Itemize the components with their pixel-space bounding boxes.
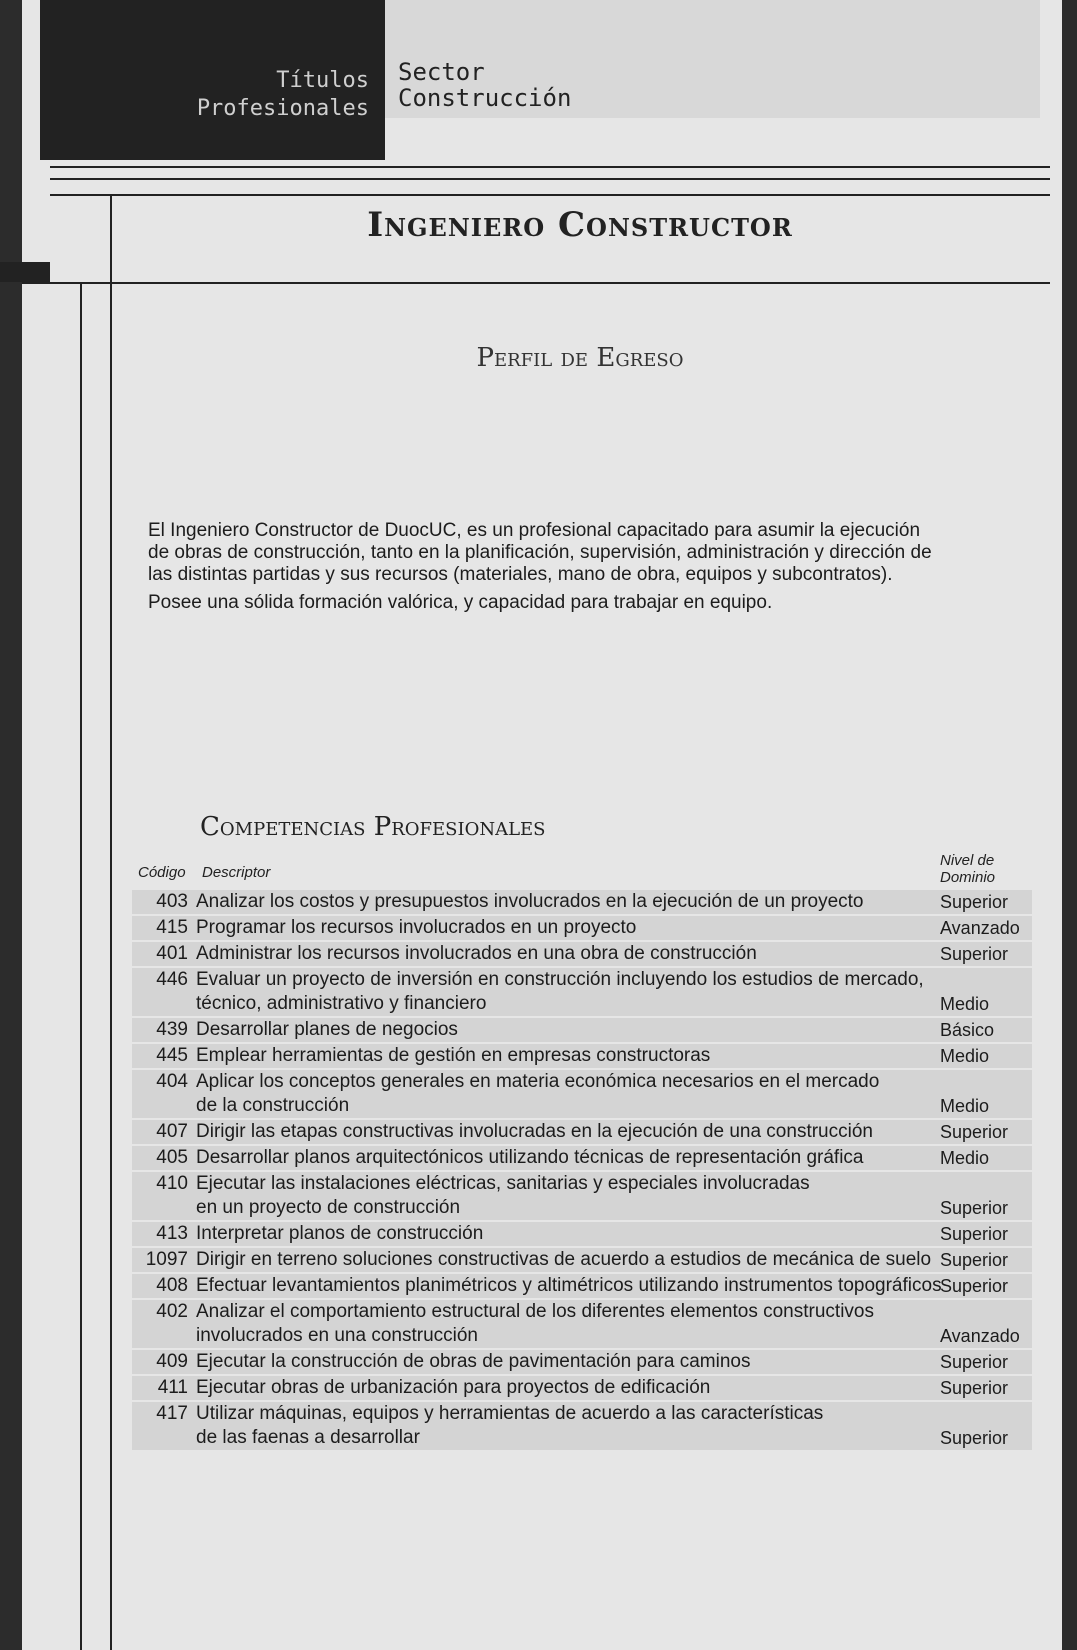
competency-code: 410 xyxy=(156,1173,188,1194)
page-title: Ingeniero Constructor xyxy=(367,205,793,245)
competency-code: 404 xyxy=(156,1071,188,1092)
competency-descriptor: Analizar el comportamiento estructural de los diferentes elementos constructivos xyxy=(196,1301,874,1322)
competency-row-line xyxy=(132,1070,1032,1094)
header-label-titulos: Títulos xyxy=(276,68,369,93)
competency-code: 401 xyxy=(156,943,188,964)
competency-row xyxy=(132,890,1032,914)
profile-heading: Perfil de Egreso xyxy=(476,343,684,373)
competency-level: Medio xyxy=(940,1096,990,1116)
competency-row xyxy=(132,1402,1032,1450)
profile-line: las distintas partidas y sus recursos (materiales, mano de obra, equipos y subcontratos). xyxy=(148,564,893,585)
competency-descriptor: Utilizar máquinas, equipos y herramientas de acuerdo a las características xyxy=(196,1403,824,1424)
competency-code: 405 xyxy=(156,1147,188,1168)
competency-descriptor: Programar los recursos involucrados en un proyecto xyxy=(196,917,637,938)
competency-descriptor: Analizar los costos y presupuestos involucrados en la ejecución de un proyecto xyxy=(196,891,864,912)
top-rule-3 xyxy=(50,194,1050,196)
competency-row xyxy=(132,1120,1032,1144)
competency-descriptor: Ejecutar la construcción de obras de pavimentación para caminos xyxy=(196,1351,751,1372)
header-label-profesionales: Profesionales xyxy=(196,96,369,121)
competency-row-line xyxy=(132,1044,1032,1068)
competency-row xyxy=(132,1044,1032,1068)
competency-level: Avanzado xyxy=(940,1326,1020,1346)
frame-edge-bar xyxy=(0,262,50,282)
competency-row xyxy=(132,1018,1032,1042)
competency-row-line xyxy=(132,1248,1032,1272)
competency-row xyxy=(132,1146,1032,1170)
competency-descriptor: de las faenas a desarrollar xyxy=(196,1427,420,1448)
competency-code: 402 xyxy=(156,1301,188,1322)
competency-descriptor: Dirigir las etapas constructivas involucradas en la ejecución de una construcción xyxy=(196,1121,873,1142)
column-header-level-line: Nivel de xyxy=(940,852,995,869)
competencies-heading: Competencias Profesionales xyxy=(200,812,546,842)
competency-level: Superior xyxy=(940,1250,1009,1270)
profile-paragraph xyxy=(148,520,1008,586)
competency-level: Superior xyxy=(940,1378,1009,1398)
competency-level: Medio xyxy=(940,1148,990,1168)
competency-descriptor: Desarrollar planes de negocios xyxy=(196,1019,458,1040)
competency-row-line xyxy=(132,942,1032,966)
competency-code: 446 xyxy=(156,969,188,990)
column-header-level xyxy=(940,852,995,886)
competency-row-line xyxy=(132,1376,1032,1400)
competency-level: Avanzado xyxy=(940,918,1020,938)
competency-row-line xyxy=(132,1350,1032,1374)
competency-code: 445 xyxy=(156,1045,188,1066)
competency-row xyxy=(132,916,1032,940)
competency-row xyxy=(132,1274,1032,1298)
competency-level: Medio xyxy=(940,1046,990,1066)
competency-row xyxy=(132,1300,1032,1348)
competency-descriptor: Efectuar levantamientos planimétricos y altimétricos utilizando instrumentos topográficos xyxy=(196,1275,942,1296)
competency-code: 413 xyxy=(156,1223,188,1244)
competency-row-line xyxy=(132,1196,1032,1220)
competency-row xyxy=(132,1172,1032,1220)
competency-row xyxy=(132,1248,1032,1272)
competency-level: Superior xyxy=(940,1122,1009,1142)
competency-code: 407 xyxy=(156,1121,188,1142)
top-rule-1 xyxy=(50,166,1050,168)
competency-descriptor: Administrar los recursos involucrados en una obra de construcción xyxy=(196,943,757,964)
competency-row-line xyxy=(132,1324,1032,1348)
competency-level: Superior xyxy=(940,944,1009,964)
competency-row-line xyxy=(132,1018,1032,1042)
competency-row-line xyxy=(132,1094,1032,1118)
competency-code: 439 xyxy=(156,1019,188,1040)
competency-row-line xyxy=(132,1300,1032,1324)
competency-level: Superior xyxy=(940,1224,1009,1244)
competency-row-line xyxy=(132,968,1032,992)
competency-row-line xyxy=(132,1222,1032,1246)
competency-descriptor: Ejecutar las instalaciones eléctricas, sanitarias y especiales involucradas xyxy=(196,1173,810,1194)
competency-row-line xyxy=(132,992,1032,1016)
profile-line: El Ingeniero Constructor de DuocUC, es un profesional capacitado para asumir la ejecución xyxy=(148,520,921,541)
competency-descriptor: de la construcción xyxy=(196,1095,350,1116)
competency-code: 409 xyxy=(156,1351,188,1372)
header-label-sector: Sector xyxy=(398,58,485,86)
competency-level: Superior xyxy=(940,892,1009,912)
competency-level: Básico xyxy=(940,1020,995,1040)
competency-descriptor: Interpretar planos de construcción xyxy=(196,1223,484,1244)
competency-code: 411 xyxy=(157,1377,188,1398)
competency-row-line xyxy=(132,1172,1032,1196)
frame-left-rule-2 xyxy=(110,196,112,1650)
competency-row xyxy=(132,1350,1032,1374)
competency-descriptor: involucrados en una construcción xyxy=(196,1325,479,1346)
top-rule-2 xyxy=(50,178,1050,180)
competency-code: 403 xyxy=(156,891,188,912)
competency-row-line xyxy=(132,1146,1032,1170)
title-underline xyxy=(110,282,1050,284)
competency-descriptor: Evaluar un proyecto de inversión en construcción incluyendo los estudios de mercado, xyxy=(196,969,924,990)
competency-row-line xyxy=(132,1274,1032,1298)
competency-level: Superior xyxy=(940,1198,1009,1218)
competencies-table xyxy=(132,890,1032,1452)
header-label-construccion: Construcción xyxy=(398,84,572,112)
column-header-descriptor: Descriptor xyxy=(202,864,271,881)
competency-level: Superior xyxy=(940,1428,1009,1448)
frame-cross-rule xyxy=(22,282,112,284)
competency-code: 417 xyxy=(156,1403,188,1424)
column-header-level-line: Dominio xyxy=(940,869,996,886)
competency-row xyxy=(132,1222,1032,1246)
competency-row-line xyxy=(132,890,1032,914)
competency-row-line xyxy=(132,916,1032,940)
profile-line: de obras de construcción, tanto en la planificación, supervisión, administración y dirección de xyxy=(148,542,932,563)
competency-descriptor: Aplicar los conceptos generales en materia económica necesarios en el mercado xyxy=(196,1071,880,1092)
competency-row xyxy=(132,1376,1032,1400)
competency-row xyxy=(132,968,1032,1016)
competency-code: 1097 xyxy=(145,1249,188,1270)
competency-descriptor: Desarrollar planos arquitectónicos utilizando técnicas de representación gráfica xyxy=(196,1147,864,1168)
profile-paragraph-2: Posee una sólida formación valórica, y capacidad para trabajar en equipo. xyxy=(148,592,773,613)
competency-row-line xyxy=(132,1120,1032,1144)
competency-row xyxy=(132,942,1032,966)
competency-row xyxy=(132,1070,1032,1118)
column-header-code: Código xyxy=(138,864,186,881)
competency-level: Medio xyxy=(940,994,990,1014)
competency-level: Superior xyxy=(940,1352,1009,1372)
competency-row-line xyxy=(132,1426,1032,1450)
competency-code: 415 xyxy=(156,917,188,938)
competency-descriptor: Emplear herramientas de gestión en empresas constructoras xyxy=(196,1045,711,1066)
competency-descriptor: Dirigir en terreno soluciones constructivas de acuerdo a estudios de mecánica de suelo xyxy=(196,1249,932,1270)
competency-row-line xyxy=(132,1402,1032,1426)
competency-descriptor: técnico, administrativo y financiero xyxy=(196,993,487,1014)
competency-descriptor: Ejecutar obras de urbanización para proyectos de edificación xyxy=(196,1377,711,1398)
frame-left-rule-1 xyxy=(80,282,82,1650)
competency-level: Superior xyxy=(940,1276,1009,1296)
competency-descriptor: en un proyecto de construcción xyxy=(196,1197,461,1218)
competency-code: 408 xyxy=(156,1275,188,1296)
